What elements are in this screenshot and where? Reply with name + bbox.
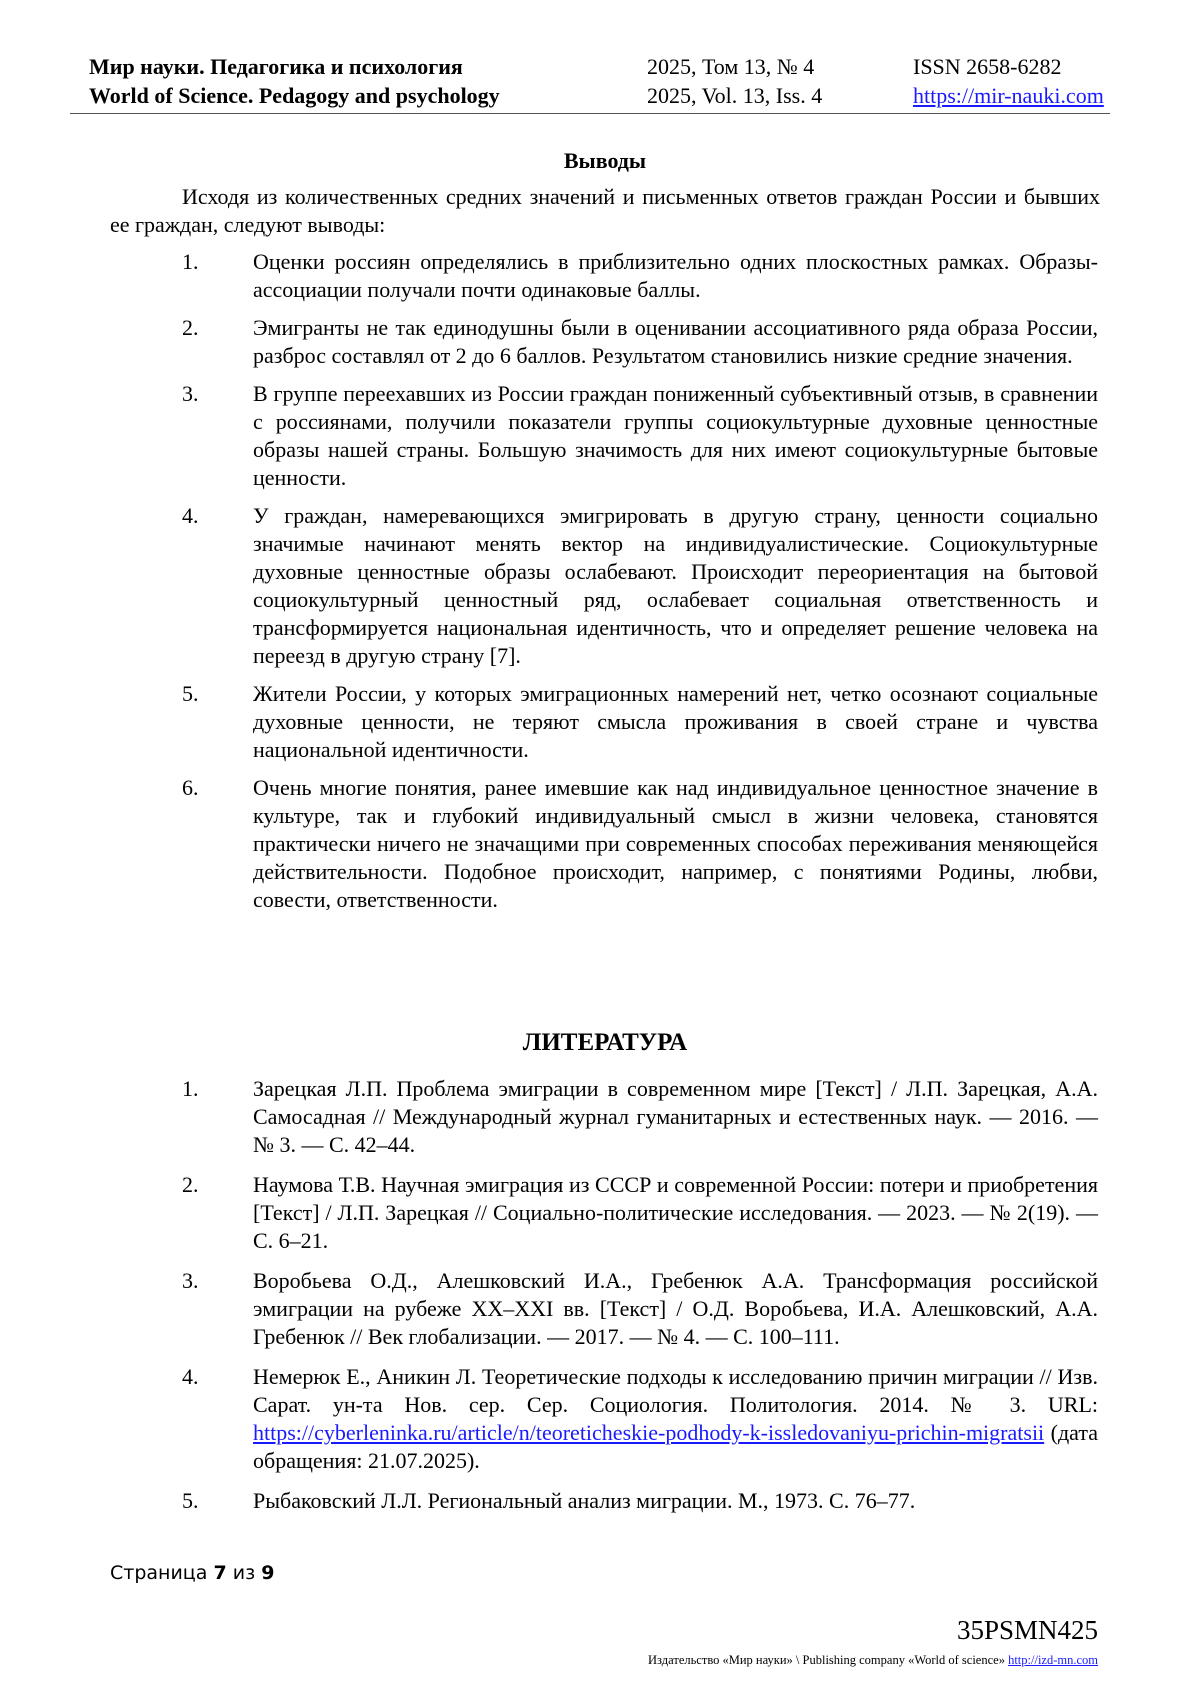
references-heading: ЛИТЕРАТУРА <box>522 1029 688 1056</box>
list-number: 1. <box>182 249 199 274</box>
publisher-line <box>648 1652 1098 1668</box>
reference-text: Зарецкая Л.П. Проблема эмиграции в современном мире [Текст] / Л.П. Зарецкая, А.А. Самосадная // Международный журнал гуманитарных и естественных наук. — 2016. — № 3. — С. 42–44. <box>253 1076 1098 1157</box>
conclusion-item <box>0 314 1098 370</box>
reference-item <box>0 1363 1098 1475</box>
reference-text: Воробьева О.Д., Алешковский И.А., Гребенюк А.А. Трансформация российской эмиграции на рубеже XX–XXI вв. [Текст] / О.Д. Воробьева, И.А. Алешковский, А.А. Гребенюк // Век глобализации. — 2017. — № 4. — С. 100–111. <box>253 1268 1098 1349</box>
conclusion-text: Эмигранты не так единодушны были в оценивании ассоциативного ряда образа России, разброс составлял от 2 до 6 баллов. Результатом становились низкие средние значения. <box>253 315 1098 368</box>
conclusion-item <box>0 502 1098 670</box>
journal-title-ru: Мир науки. Педагогика и психология <box>89 54 463 79</box>
page-of: из <box>232 1562 256 1584</box>
conclusion-text: У граждан, намеревающихся эмигрировать в другую страну, ценности социально значимые начинают менять вектор на индивидуалистические. Социокультурные духовные ценностные образы ослабевают. Происходит переориентация на бытовой социокультурный ценностный ряд, ослабевает социальная ответственность и трансформируется национальная идентичность, что и определяет решение человека на переезд в другую страну [7]. <box>253 503 1098 668</box>
issue-info <box>647 52 822 110</box>
journal-site-link[interactable]: https://mir-nauki.com <box>913 83 1104 108</box>
issn: ISSN 2658-6282 <box>913 54 1062 79</box>
conclusion-item <box>0 774 1098 914</box>
reference-item <box>0 1267 1098 1351</box>
conclusion-item <box>0 248 1098 304</box>
reference-url-link[interactable]: https://cyberleninka.ru/article/n/teoreticheskie-podhody-k-issledovaniyu-prichin-migratsii <box>253 1420 1045 1445</box>
page-number <box>110 1562 274 1584</box>
references-list <box>0 1075 1098 1527</box>
conclusion-text: В группе переехавших из России граждан пониженный субъективный отзыв, в сравнении с россиянами, получили показатели группы социокультурные духовные ценностные образы нашей страны. Большую значимость для них имеют социокультурные бытовые ценности. <box>253 381 1098 490</box>
list-number: 5. <box>182 1488 199 1513</box>
list-number: 6. <box>182 775 199 800</box>
reference-item <box>0 1075 1098 1159</box>
reference-text: Наумова Т.В. Научная эмиграция из СССР и современной России: потери и приобретения [Текст] / Л.П. Зарецкая // Социально-политические исследования. — 2023. — № 2(19). — С. 6–21. <box>253 1172 1098 1253</box>
conclusion-item <box>0 680 1098 764</box>
issue-en: 2025, Vol. 13, Iss. 4 <box>647 83 823 108</box>
reference-item <box>0 1487 1098 1515</box>
conclusion-text: Жители России, у которых эмиграционных намерений нет, четко осознают социальные духовные ценности, не теряют смысла проживания в своей стране и чувства национальной идентичности. <box>253 681 1098 762</box>
reference-text <box>253 1363 1098 1475</box>
journal-title-en: World of Science. Pedagogy and psychology <box>89 83 500 108</box>
list-number: 1. <box>182 1076 199 1101</box>
issn-block <box>913 52 1104 110</box>
reference-text: Рыбаковский Л.Л. Региональный анализ миграции. М., 1973. С. 76–77. <box>253 1488 916 1513</box>
publisher-text: Издательство «Мир науки» \ Publishing company «World of science» <box>648 1653 1005 1667</box>
list-number: 2. <box>182 315 199 340</box>
conclusions-intro: Исходя из количественных средних значений и письменных ответов граждан России и бывших ее граждан, следуют выводы: <box>110 184 1100 237</box>
conclusion-text: Очень многие понятия, ранее имевшие как над индивидуальное ценностное значение в культуре, так и глубокий индивидуальный смысл в жизни человека, становятся практически ничего не значащими при современных способах переживания меняющейся действительности. Подобное происходит, например, с понятиями Родины, любви, совести, ответственности. <box>253 775 1098 912</box>
conclusions-heading: Выводы <box>563 148 647 173</box>
list-number: 3. <box>182 1268 199 1293</box>
list-number: 3. <box>182 381 199 406</box>
publisher-link[interactable]: http://izd-mn.com <box>1008 1653 1098 1667</box>
list-number: 4. <box>182 1364 199 1389</box>
header-divider <box>70 113 1110 114</box>
reference-item <box>0 1171 1098 1255</box>
journal-title <box>89 52 500 110</box>
page-current: 7 <box>213 1562 227 1584</box>
list-number: 2. <box>182 1172 199 1197</box>
conclusions-list <box>0 248 1098 924</box>
reference-text-part: Немерюк Е., Аникин Л. Теоретические подходы к исследованию причин миграции // Изв. Сарат. ун-та Нов. сер. Сер. Социология. Политология. 2014. № 3. URL: <box>253 1364 1098 1417</box>
issue-ru: 2025, Том 13, № 4 <box>647 54 815 79</box>
page-label: Страница <box>110 1562 208 1584</box>
conclusion-text: Оценки россиян определялись в приблизительно одних плоскостных рамках. Образы-ассоциации получали почти одинаковые баллы. <box>253 249 1098 302</box>
article-code: 35PSMN425 <box>956 1615 1098 1645</box>
reference-text-part: (дата обращения: 21.07.2025). <box>253 1420 1098 1473</box>
page-total: 9 <box>261 1562 275 1584</box>
list-number: 5. <box>182 681 199 706</box>
conclusion-item <box>0 380 1098 492</box>
list-number: 4. <box>182 503 199 528</box>
